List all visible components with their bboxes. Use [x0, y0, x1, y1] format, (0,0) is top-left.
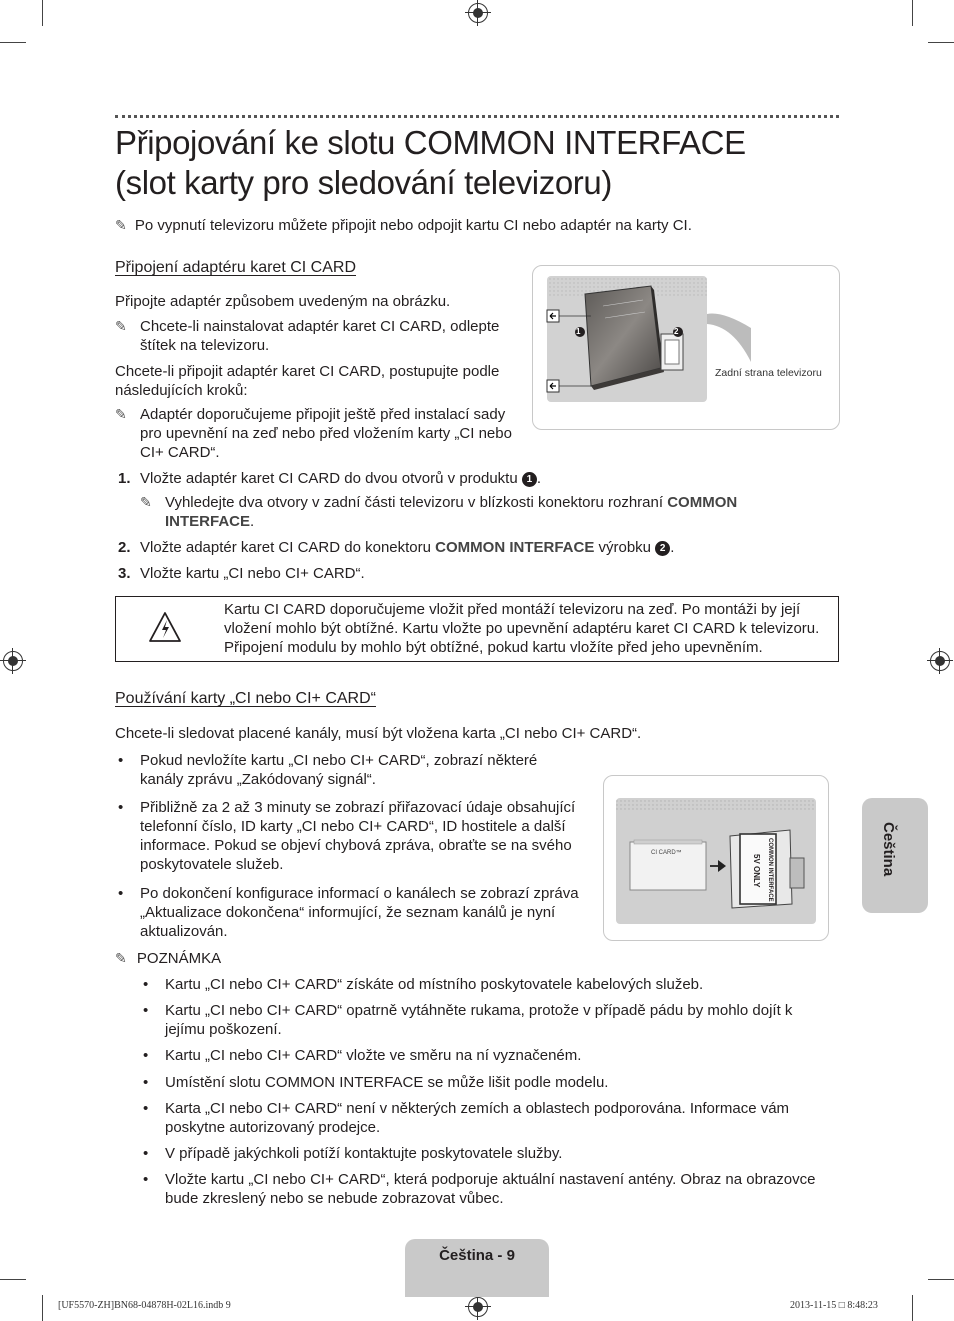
title-rule	[115, 115, 839, 118]
list-item: • Kartu „CI nebo CI+ CARD“ vložte ve směru na ní vyznačeném.	[140, 1046, 830, 1065]
crop-mark	[912, 1295, 913, 1321]
step-2	[118, 538, 838, 557]
list-item: • Kartu „CI nebo CI+ CARD“ získáte od místního poskytovatele kabelových služeb.	[140, 975, 830, 994]
page-number-tab	[405, 1239, 549, 1297]
marker-1: 1	[576, 327, 581, 336]
ci-card-label: CI CARD™	[651, 850, 682, 856]
list-item: • Karta „CI nebo CI+ CARD“ není v některých zemích a oblastech podporována. Informace vám poskytne autorizovaný prodejce.	[140, 1099, 830, 1137]
crop-mark	[928, 1279, 954, 1280]
step-punct: .	[536, 470, 542, 487]
pencil-note-icon: ✎	[140, 494, 152, 510]
list-item: • Vložte kartu „CI nebo CI+ CARD“, která podporuje aktuální nastavení antény. Obraz na obrazovce bude zkreslený nebo se nebude zobrazovat vůbec.	[140, 1170, 830, 1208]
section-2-heading: Používání karty „CI nebo CI+ CARD“	[115, 690, 376, 707]
pencil-note-icon: ✎	[115, 217, 127, 233]
note-text: Adaptér doporučujeme připojit ještě před instalací sady pro upevnění na zeď nebo před vložením karty „CI nebo CI+ CARD“.	[140, 406, 512, 461]
step-number: 1.	[118, 470, 131, 487]
step-3	[118, 564, 838, 583]
warning-icon	[148, 611, 182, 643]
registration-mark-icon	[468, 3, 488, 23]
section-1-note-1	[115, 317, 515, 355]
section-1-heading: Připojení adaptéru karet CI CARD	[115, 259, 356, 276]
ci-card-figure	[603, 775, 829, 941]
slot-label: COMMON INTERFACE	[767, 838, 773, 902]
list-item: • V případě jakýchkoli potíží kontaktujte poskytovatele služby.	[140, 1144, 830, 1163]
bullet-text: Přibližně za 2 až 3 minuty se zobrazí přiřazovací údaje obsahující telefonní číslo, ID karty „CI nebo CI+ CARD“, ID hostitele a další informace. Pokud se objeví chybová zpráva, obraťte se na svého poskytovatele služeb.	[140, 799, 576, 873]
warning-box	[115, 596, 839, 662]
section-1-p1: Připojte adaptér způsobem uvedeným na obrázku.	[115, 293, 451, 310]
list-item: • Po dokončení konfigurace informací o kanálech se zobrazí zpráva „Aktualizace dokončena“ informující, že seznam kanálů je nyní aktualizován.	[115, 884, 595, 941]
step-1-note: ✎ Vyhledejte dva otvory v zadní části televizoru v blízkosti konektoru rozhraní COMMON INTERFACE.	[140, 494, 738, 530]
pencil-note-icon: ✎	[115, 950, 127, 966]
crop-mark	[42, 1295, 43, 1321]
language-side-tab-label: Čeština	[880, 822, 897, 877]
note-item-text: Karta „CI nebo CI+ CARD“ není v některých zemích a oblastech podporována. Informace vám poskytne autorizovaný prodejce.	[165, 1100, 790, 1136]
step-1	[118, 469, 838, 488]
note-item-text: V případě jakýchkoli potíží kontaktujte poskytovatele služby.	[165, 1145, 563, 1162]
registration-mark-icon	[468, 1297, 488, 1317]
warning-text: Kartu CI CARD doporučujeme vložit před montáží televizoru na zeď. Po montáži by její vložení mohlo být obtížné. Kartu vložte po upevnění adaptéru karet CI CARD k televizoru. Připojení modulu by mohlo být obtížné, pokud kartu vložíte před jeho upevněním.	[224, 601, 820, 656]
note-text: Chcete-li nainstalovat adaptér karet CI CARD, odlepte štítek na televizoru.	[140, 318, 500, 354]
pencil-note-icon: ✎	[115, 318, 127, 334]
step-punct: .	[670, 539, 675, 556]
step-note-text: Vyhledejte dva otvory v zadní části televizoru v blízkosti konektoru rozhraní	[165, 494, 664, 511]
list-item: • Pokud nevložíte kartu „CI nebo CI+ CARD“, zobrazí některé kanály zprávu „Zakódovaný signál“.	[115, 751, 575, 789]
step-number: 3.	[118, 565, 131, 582]
slot-sub-label: 5V ONLY	[752, 854, 761, 888]
crop-mark	[928, 42, 954, 43]
note-item-text: Kartu „CI nebo CI+ CARD“ získáte od místního poskytovatele kabelových služeb.	[165, 976, 704, 993]
step-marker-1: 1	[522, 472, 537, 487]
page-title	[115, 123, 746, 203]
note-header	[115, 949, 221, 968]
bullet-text: Po dokončení konfigurace informací o kanálech se zobrazí zpráva „Aktualizace dokončena“ informující, že seznam kanálů je nyní aktualizován.	[140, 885, 579, 940]
step-text: Vložte adaptér karet CI CARD do dvou otvorů v produktu	[140, 470, 518, 487]
step-number: 2.	[118, 539, 131, 556]
note-item-text: Kartu „CI nebo CI+ CARD“ opatrně vytáhněte rukama, protože v případě pádu by mohlo dojít k jejímu poškození.	[165, 1002, 793, 1038]
crop-mark	[0, 1279, 26, 1280]
figure-label: Zadní strana televizoru	[715, 367, 822, 379]
step-note-bold: COMMON INTERFACE	[165, 494, 738, 530]
list-item: • Umístění slotu COMMON INTERFACE se může lišit podle modelu.	[140, 1073, 830, 1092]
section-1-p2: Chcete-li připojit adaptér karet CI CARD, postupujte podle následujících kroků:	[115, 363, 500, 399]
step-text: Vložte adaptér karet CI CARD do konektoru	[140, 539, 431, 556]
crop-mark	[42, 0, 43, 26]
step-marker-2: 2	[655, 541, 670, 556]
registration-mark-icon	[3, 651, 23, 671]
section-2-p1: Chcete-li sledovat placené kanály, musí být vložena karta „CI nebo CI+ CARD“.	[115, 725, 642, 742]
note-item-text: Vložte kartu „CI nebo CI+ CARD“, která podporuje aktuální nastavení antény. Obraz na obrazovce bude zkreslený nebo se nebude zobrazovat vůbec.	[165, 1171, 816, 1207]
intro-note-text: Po vypnutí televizoru můžete připojit nebo odpojit kartu CI nebo adaptér na karty CI.	[134, 217, 692, 234]
note-item-text: Umístění slotu COMMON INTERFACE se může lišit podle modelu.	[165, 1074, 609, 1091]
step-bold: COMMON INTERFACE	[435, 539, 595, 556]
page-number-label: Čeština - 9	[439, 1247, 515, 1264]
section-1-note-2	[115, 405, 525, 462]
pencil-note-icon: ✎	[115, 406, 127, 422]
adapter-illustration	[533, 266, 839, 429]
marker-2: 2	[674, 327, 679, 336]
intro-note	[115, 216, 815, 235]
list-item: • Kartu „CI nebo CI+ CARD“ opatrně vytáhněte rukama, protože v případě pádu by mohlo dojít k jejímu poškození.	[140, 1001, 830, 1039]
list-item: • Přibližně za 2 až 3 minuty se zobrazí přiřazovací údaje obsahující telefonní číslo, ID karty „CI nebo CI+ CARD“, ID hostitele a další informace. Pokud se objeví chybová zpráva, obraťte se na svého poskytovatele služeb.	[115, 798, 575, 874]
crop-mark	[912, 0, 913, 26]
ci-card-illustration	[604, 776, 828, 940]
bullet-text: Pokud nevložíte kartu „CI nebo CI+ CARD“, zobrazí některé kanály zprávu „Zakódovaný signál“.	[140, 752, 538, 788]
title-line-2: (slot karty pro sledování televizoru)	[115, 164, 612, 201]
step-text: Vložte kartu „CI nebo CI+ CARD“.	[140, 565, 365, 582]
print-slug-right: 2013-11-15 □ 8:48:23	[790, 1300, 878, 1311]
language-side-tab	[862, 798, 928, 913]
adapter-figure	[532, 265, 840, 430]
crop-mark	[0, 42, 26, 43]
step-text-2: výrobku	[598, 539, 652, 556]
registration-mark-icon	[930, 651, 950, 671]
title-line-1: Připojování ke slotu COMMON INTERFACE	[115, 124, 746, 161]
note-label: POZNÁMKA	[136, 950, 222, 967]
print-slug-left: [UF5570-ZH]BN68-04878H-02L16.indb 9	[58, 1300, 231, 1311]
note-item-text: Kartu „CI nebo CI+ CARD“ vložte ve směru na ní vyznačeném.	[165, 1047, 582, 1064]
